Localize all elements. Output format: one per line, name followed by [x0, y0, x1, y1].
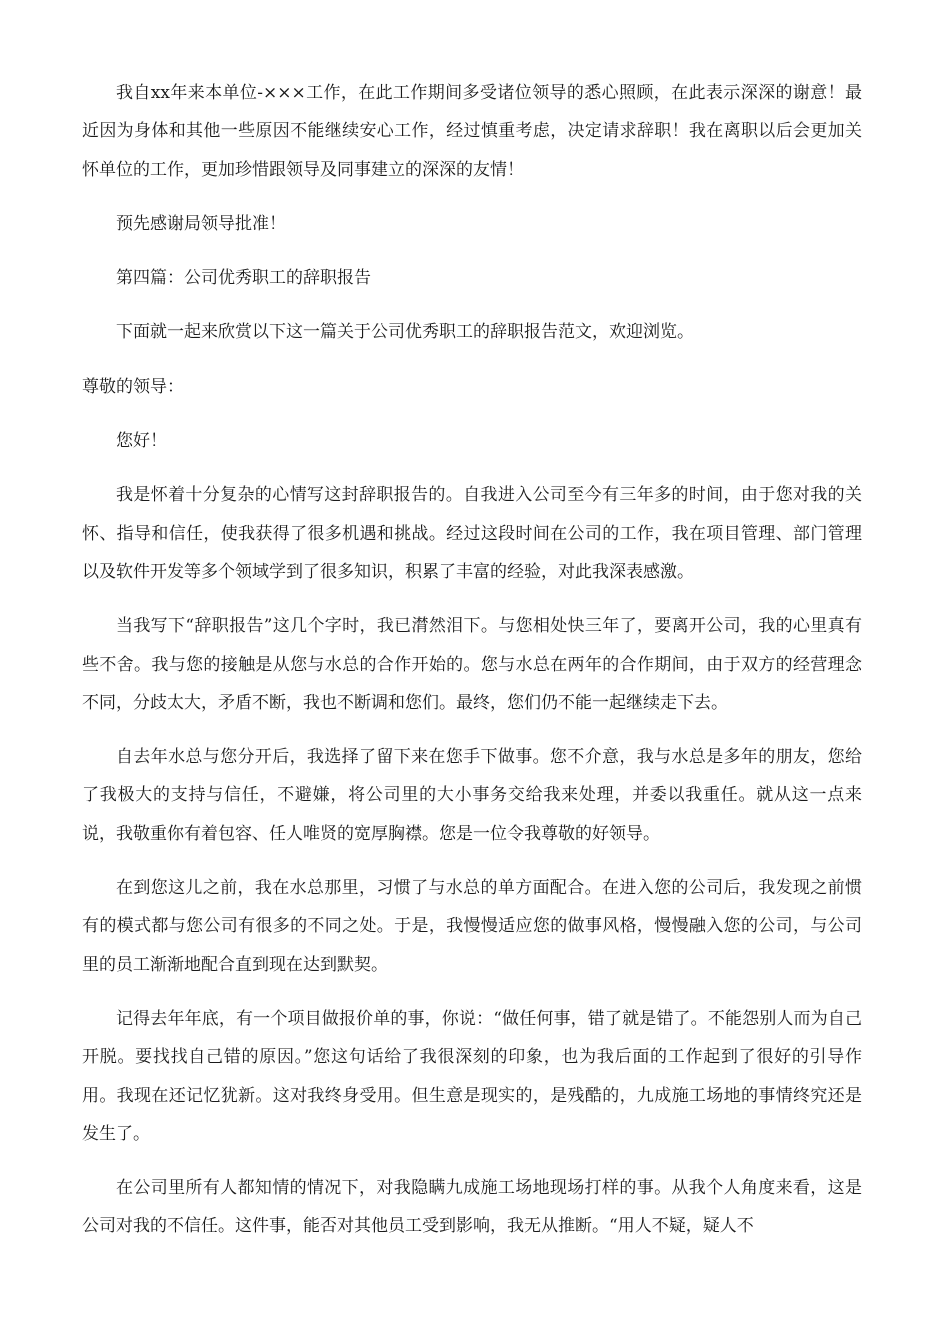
paragraph-7: 记得去年年底，有一个项目做报价单的事，你说：“做任何事，错了就是错了。不能怨别人而为自己开脱。要找找自己错的原因。”您这句话给了我很深刻的印象，也为我后面的工作起到了很好的引导作用。我现在还记忆犹新。这对我终身受用。但生意是现实的，是残酷的，九成施工场地的事情终究还是发生了。 [82, 1008, 862, 1144]
salutation: 尊敬的领导： [82, 376, 184, 397]
section-heading: 第四篇：公司优秀职工的辞职报告 [116, 268, 371, 289]
paragraph-6: 在到您这儿之前，我在水总那里，习惯了与水总的单方面配合。在进入您的公司后，我发现之前惯有的模式都与您公司有很多的不同之处。于是，我慢慢适应您的做事风格，慢慢融入您的公司，与公司里的员工渐渐地配合直到现在达到默契。 [82, 878, 862, 975]
paragraph-intro: 下面就一起来欣赏以下这一篇关于公司优秀职工的辞职报告范文，欢迎浏览。 [116, 322, 694, 343]
document-body [82, 74, 862, 1262]
greeting: 您好！ [116, 431, 167, 452]
paragraph-1: 我自xx年来本单位-×××工作，在此工作期间多受诸位领导的悉心照顾，在此表示深深的谢意！最近因为身体和其他一些原因不能继续安心工作，经过慎重考虑，决定请求辞职！我在离职以后会更加关怀单位的工作，更加珍惜跟领导及同事建立的深深的友情！ [82, 83, 862, 180]
paragraph-2: 预先感谢局领导批准！ [116, 213, 286, 234]
paragraph-4: 当我写下“辞职报告”这几个字时，我已潸然泪下。与您相处快三年了，要离开公司，我的心里真有些不舍。我与您的接触是从您与水总的合作开始的。您与水总在两年的合作期间，由于双方的经营理念不同，分歧太大，矛盾不断，我也不断调和您们。最终，您们仍不能一起继续走下去。 [82, 616, 862, 713]
paragraph-5: 自去年水总与您分开后，我选择了留下来在您手下做事。您不介意，我与水总是多年的朋友，您给了我极大的支持与信任，不避嫌，将公司里的大小事务交给我来处理，并委以我重任。就从这一点来说，我敬重你有着包容、任人唯贤的宽厚胸襟。您是一位令我尊敬的好领导。 [82, 747, 862, 844]
paragraph-3: 我是怀着十分复杂的心情写这封辞职报告的。自我进入公司至今有三年多的时间，由于您对我的关怀、指导和信任，使我获得了很多机遇和挑战。经过这段时间在公司的工作，我在项目管理、部门管理以及软件开发等多个领域学到了很多知识，积累了丰富的经验，对此我深表感激。 [82, 485, 862, 582]
paragraph-8: 在公司里所有人都知情的情况下，对我隐瞒九成施工场地现场打样的事。从我个人角度来看，这是公司对我的不信任。这件事，能否对其他员工受到影响，我无从推断。“用人不疑，疑人不 [82, 1178, 862, 1237]
